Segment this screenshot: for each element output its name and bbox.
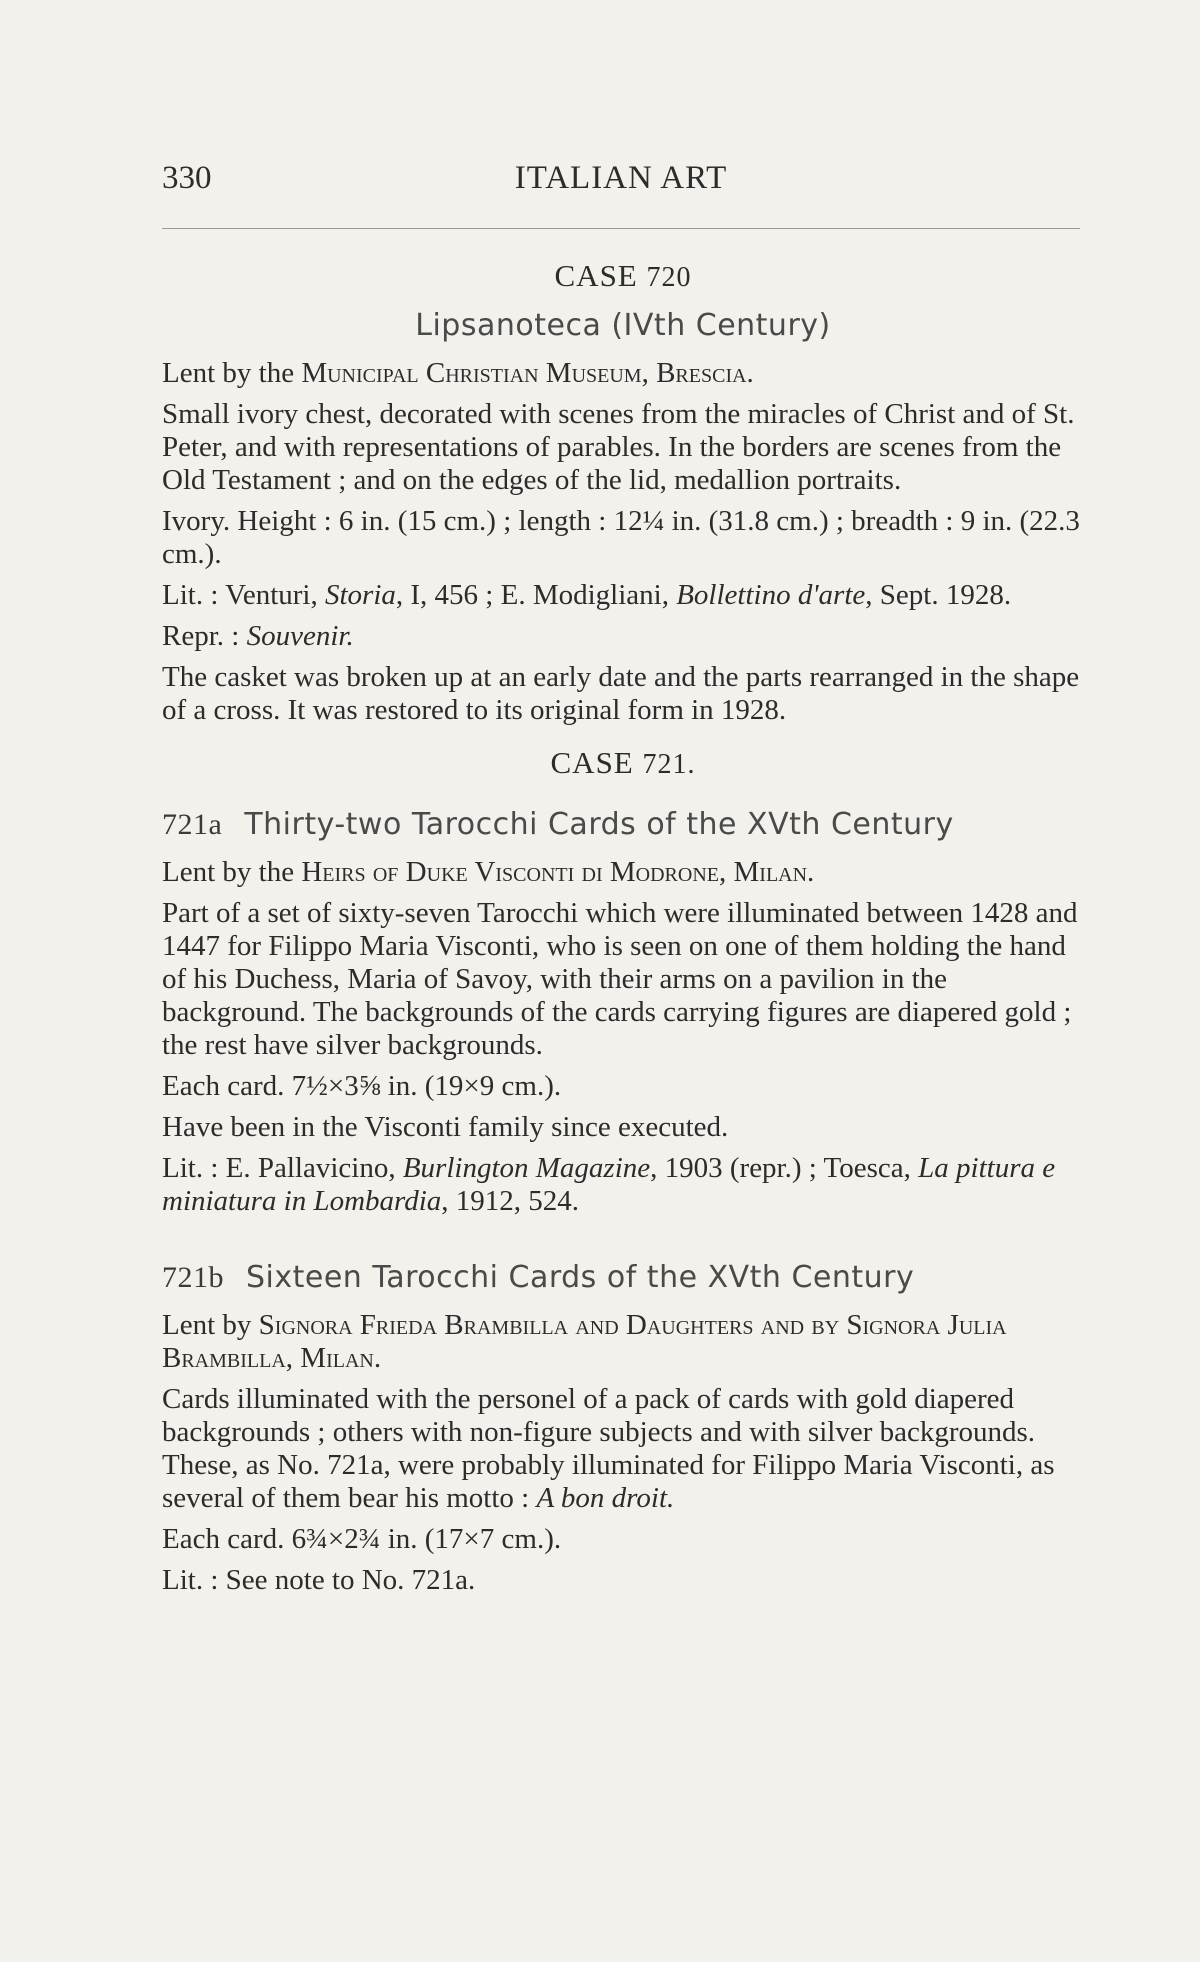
case-720-heading xyxy=(162,258,1084,294)
entry-721b-description xyxy=(162,1383,1084,1515)
entry-720-lender xyxy=(162,357,1084,390)
entry-721b-size: Each card. 6¾×2¾ in. (17×7 cm.). xyxy=(162,1523,562,1555)
case-number: 721. xyxy=(642,749,696,780)
case-label: CASE xyxy=(554,258,638,293)
lit-prefix: Lit. : Venturi, xyxy=(162,579,325,611)
lender-name: Heirs of Duke Visconti di Modrone, Milan. xyxy=(301,856,815,888)
header-rule xyxy=(162,228,1080,229)
lender-prefix: Lent by the xyxy=(162,856,302,888)
lit-title: Burlington Magazine xyxy=(402,1152,651,1184)
lit-prefix: Lit. : E. Pallavicino, xyxy=(162,1152,403,1184)
lender-prefix: Lent by the xyxy=(162,357,302,389)
entry-721a-size: Each card. 7½×3⅝ in. (19×9 cm.). xyxy=(162,1070,562,1102)
entry-721a-lender xyxy=(162,856,1084,889)
page-number: 330 xyxy=(162,160,212,196)
lit-title: Bollettino d'arte xyxy=(676,579,866,611)
entry-720-title: Lipsanoteca (IVth Century) xyxy=(415,308,831,343)
lit-suffix: , 1912, 524. xyxy=(441,1185,580,1217)
lit-mid: , 1903 (repr.) ; Toesca, xyxy=(650,1152,919,1184)
entry-number: 721a xyxy=(162,808,223,841)
entry-title-text: Sixteen Tarocchi Cards of the XVth Century xyxy=(246,1260,915,1295)
lit-mid: , I, 456 ; E. Modigliani, xyxy=(395,579,677,611)
entry-721a-provenance: Have been in the Visconti family since executed. xyxy=(162,1111,729,1143)
entry-721a-description: Part of a set of sixty-seven Tarocchi which were illuminated between 1428 and 1447 for Filippo Maria Visconti, who is seen on one of them holding the hand of his Duchess, Maria of Savoy, with their arms on a pavilion in the background. The backgrounds of the cards carrying figures are diapered gold ; the rest have silver backgrounds. xyxy=(162,897,1078,1061)
lit-suffix: , Sept. 1928. xyxy=(865,579,1012,611)
entry-title-text: Thirty-two Tarocchi Cards of the XVth Century xyxy=(244,807,954,842)
motto: A bon droit. xyxy=(536,1482,675,1514)
entry-720-reproduction xyxy=(162,620,1084,653)
entry-720-note: The casket was broken up at an early date and the parts rearranged in the shape of a cross. It was restored to its original form in 1928. xyxy=(162,661,1080,726)
case-label: CASE xyxy=(550,745,634,780)
case-number: 720 xyxy=(646,262,692,293)
running-title: ITALIAN ART xyxy=(514,160,728,196)
entry-number: 721b xyxy=(162,1261,224,1294)
entry-720-description: Small ivory chest, decorated with scenes from the miracles of Christ and of St. Peter, and with representations of parables. In the borders are scenes from the Old Testament ; and on the edges of the lid, medallion portraits. xyxy=(162,398,1075,496)
lit-title: La pittura e miniatura in Lombardia xyxy=(162,1152,1056,1217)
spacer xyxy=(162,1226,1084,1260)
page-body xyxy=(162,248,1084,1605)
repr-title: Souvenir. xyxy=(246,620,354,652)
entry-720-material: Ivory. Height : 6 in. (15 cm.) ; length : 12¼ in. (31.8 cm.) ; breadth : 9 in. (22.3 cm.). xyxy=(162,505,1080,570)
page-header xyxy=(162,160,1080,210)
repr-prefix: Repr. : xyxy=(162,620,247,652)
description-text: Cards illuminated with the personel of a pack of cards with gold diapered backgrounds ; others with non-figure subjects and with silver backgrounds. These, as No. 721a, were probably illuminated for Filippo Maria Visconti, as several of them bear his motto : xyxy=(162,1383,1055,1514)
entry-721b-title xyxy=(162,1260,1084,1295)
entry-721b-literature: Lit. : See note to No. 721a. xyxy=(162,1564,476,1596)
lender-prefix: Lent by xyxy=(162,1309,259,1341)
case-721-heading xyxy=(162,745,1084,781)
entry-721a-title xyxy=(162,807,1084,842)
entry-721a-literature xyxy=(162,1152,1084,1218)
entry-721b-lender xyxy=(162,1309,1084,1375)
lender-name: Municipal Christian Museum, Brescia. xyxy=(301,357,754,389)
entry-720-literature xyxy=(162,579,1084,612)
lit-title: Storia xyxy=(324,579,396,611)
lender-name: Signora Frieda Brambilla and Daughters and by Signora Julia Brambilla, Milan. xyxy=(162,1309,1007,1374)
